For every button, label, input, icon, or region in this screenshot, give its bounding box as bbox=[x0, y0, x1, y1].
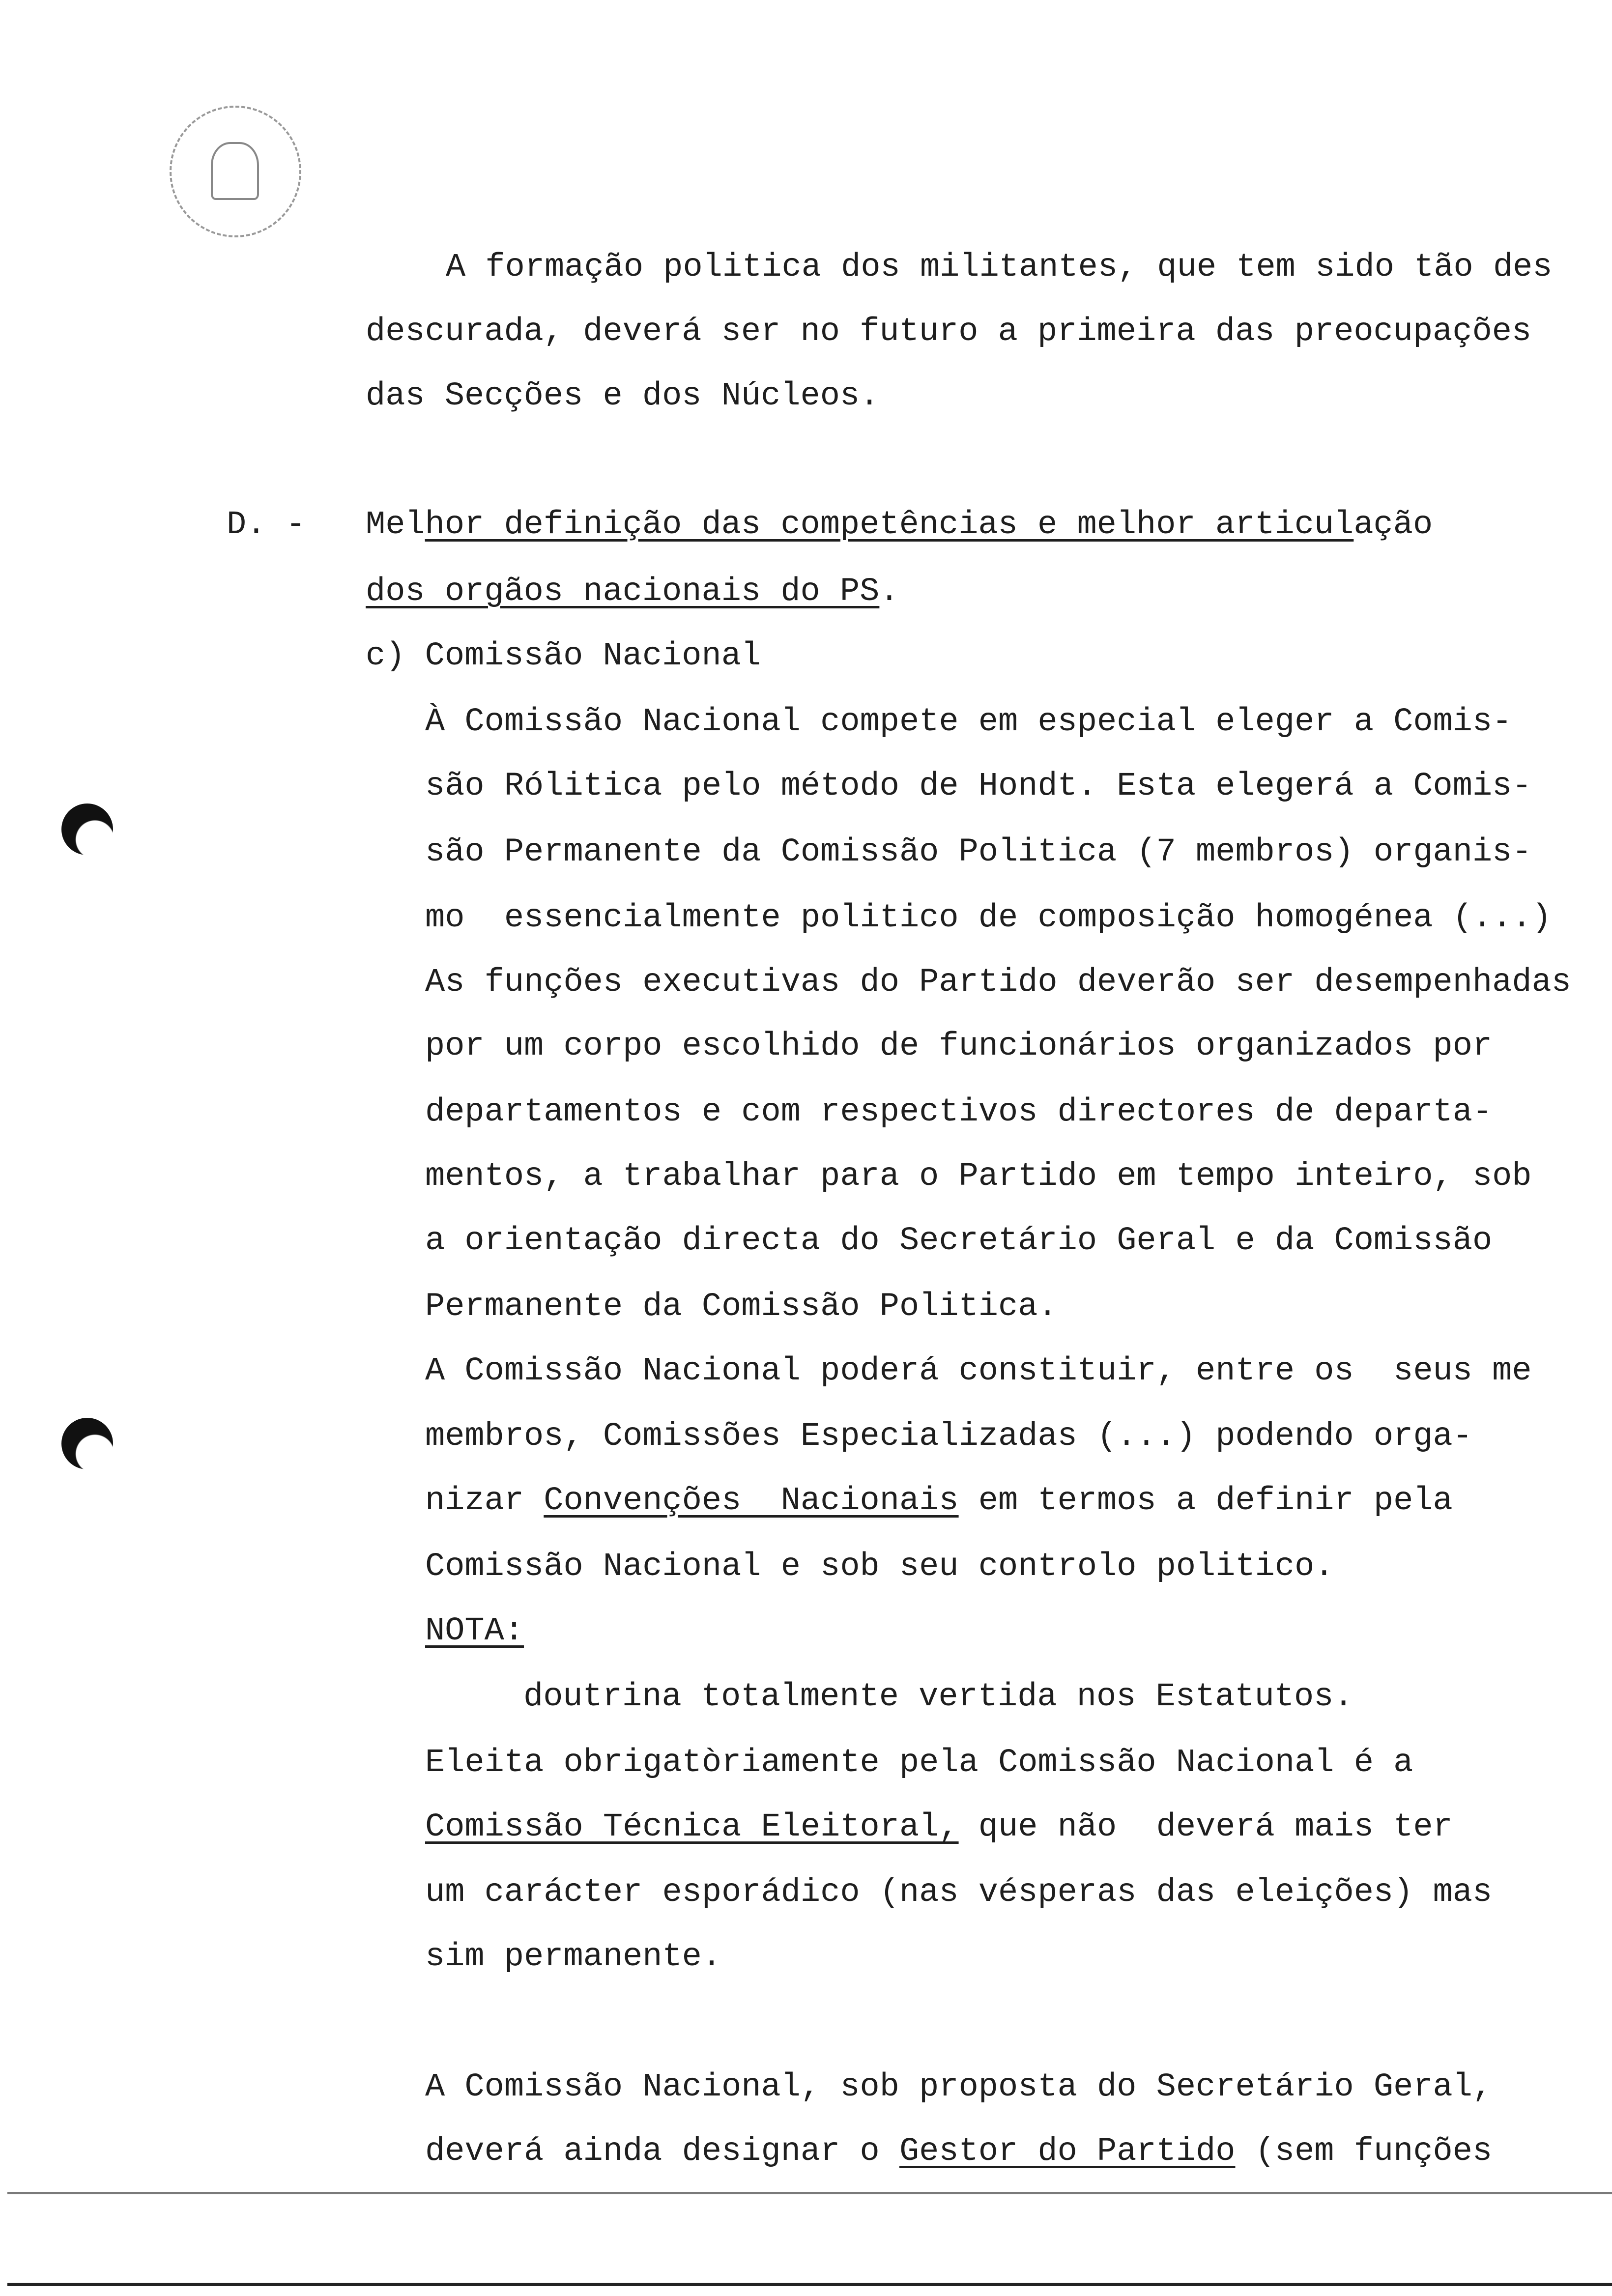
text: nizar bbox=[425, 1482, 544, 1520]
heading-text: . bbox=[879, 573, 899, 610]
text-line bbox=[425, 2129, 1492, 2174]
section-marker: D. - bbox=[227, 506, 306, 544]
text-line: A Comissão Nacional, sob proposta do Secretário Geral, bbox=[425, 2068, 1493, 2106]
text-line: são Permanente da Comissão Politica (7 membros) organis- bbox=[425, 833, 1532, 871]
text: deverá ainda designar o bbox=[425, 2133, 899, 2170]
text: (sem funções bbox=[1235, 2133, 1493, 2170]
heading-text: ação bbox=[1353, 506, 1433, 544]
text-line: das Secções e dos Núcleos. bbox=[366, 377, 880, 415]
nota-text: doutrina totalmente vertida nos Estatutos. bbox=[523, 1678, 1353, 1716]
text-line: são Rólitica pelo método de Hondt. Esta elegerá a Comis- bbox=[425, 768, 1532, 805]
underlined-text: Convenções Nacionais bbox=[544, 1482, 959, 1520]
underlined-text: Comissão Técnica Eleitoral, bbox=[425, 1808, 959, 1846]
text-line: a orientação directa do Secretário Geral e da Comissão bbox=[425, 1222, 1493, 1260]
text-line: mentos, a trabalhar para o Partido em tempo inteiro, sob bbox=[425, 1158, 1532, 1195]
text: que não deverá mais ter bbox=[958, 1808, 1453, 1846]
page-bottom-edge bbox=[7, 2283, 1612, 2286]
punch-hole bbox=[61, 804, 113, 855]
punch-hole bbox=[61, 1418, 113, 1469]
section-heading bbox=[366, 570, 899, 614]
subheading: c) Comissão Nacional bbox=[366, 637, 761, 675]
underlined-text: Gestor do Partido bbox=[899, 2133, 1236, 2170]
scan-edge-line bbox=[7, 2192, 1612, 2194]
text-line: um carácter esporádico (nas vésperas das eleições) mas bbox=[425, 1874, 1493, 1911]
text-line: sim permanente. bbox=[425, 1938, 722, 1976]
text-line: departamentos e com respectivos directores de departa- bbox=[425, 1093, 1493, 1131]
text: em termos a definir pela bbox=[958, 1482, 1453, 1520]
text-line: descurada, deverá ser no futuro a primeira das preocupações bbox=[366, 313, 1532, 350]
text-line: A Comissão Nacional poderá constituir, entre os seus me bbox=[425, 1352, 1532, 1390]
text-line: À Comissão Nacional compete em especial eleger a Comis- bbox=[425, 703, 1512, 741]
text-line: Permanente da Comissão Politica. bbox=[425, 1288, 1058, 1325]
section-heading bbox=[366, 503, 1433, 547]
nota-label: NOTA: bbox=[425, 1612, 524, 1650]
heading-text: Mel bbox=[366, 506, 425, 544]
text-line: Comissão Nacional e sob seu controlo politico. bbox=[425, 1548, 1334, 1585]
heading-text-underlined: hor definição das competências e melhor articul bbox=[425, 506, 1354, 544]
text-line bbox=[425, 1479, 1453, 1523]
archive-stamp bbox=[170, 106, 301, 237]
text-line: A formação politica dos militantes, que tem sido tão des bbox=[446, 249, 1553, 286]
text-line bbox=[425, 1805, 1453, 1849]
text-line: membros, Comissões Especializadas (...) podendo orga- bbox=[425, 1418, 1472, 1455]
text-line: por um corpo escolhido de funcionários organizados por bbox=[425, 1028, 1493, 1065]
text-line: Eleita obrigatòriamente pela Comissão Nacional é a bbox=[425, 1744, 1413, 1781]
heading-text-underlined: dos orgãos nacionais do PS bbox=[366, 573, 880, 610]
text-line: mo essencialmente politico de composição homogénea (...) bbox=[425, 899, 1552, 937]
text-line: As funções executivas do Partido deverão ser desempenhadas bbox=[425, 964, 1571, 1001]
